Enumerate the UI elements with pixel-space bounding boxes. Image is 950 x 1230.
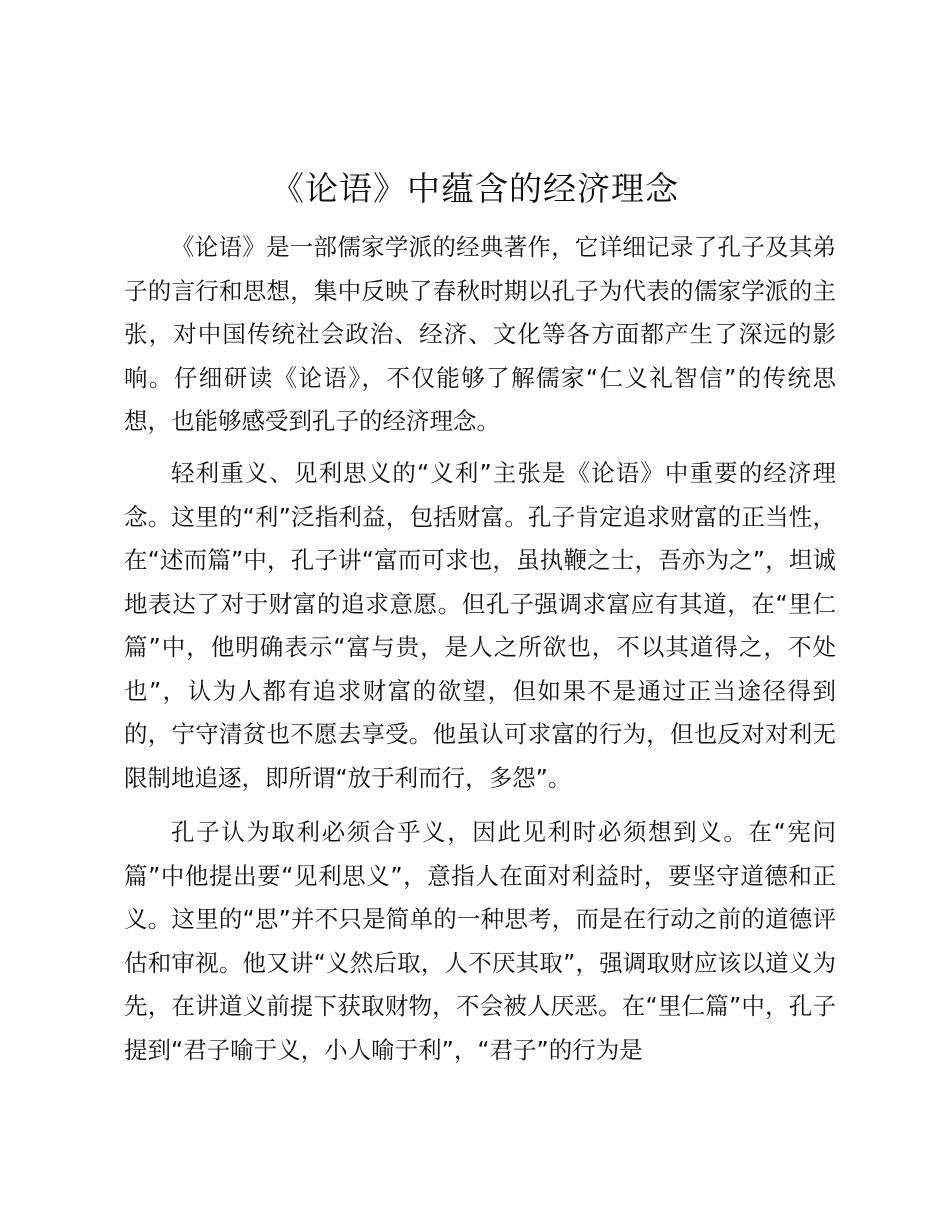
- paragraph-2: 轻利重义、见利思义的“义利”主张是《论语》中重要的经济理念。这里的“利”泛指利益，包括财富。孔子肯定追求财富的正当性，在“述而篇”中，孔子讲“富而可求也，虽执鞭之士，吾亦为之”，坦诚地表达了对于财富的追求意愿。但孔子强调求富应有其道，在“里仁篇”中，他明确表示“富与贵，是人之所欲也，不以其道得之，不处也”，认为人都有追求财富的欲望，但如果不是通过正当途径得到的，宁守清贫也不愿去享受。他虽认可求富的行为，但也反对对利无限制地追逐，即所谓“放于利而行，多怨”。: [124, 459, 836, 792]
- paragraph-3-block: [124, 811, 836, 1072]
- paragraph-1-block: [124, 226, 836, 444]
- paragraph-2-block: [124, 452, 836, 800]
- paragraph-1: 《论语》是一部儒家学派的经典著作，它详细记录了孔子及其弟子的言行和思想，集中反映了春秋时期以孔子为代表的儒家学派的主张，对中国传统社会政治、经济、文化等各方面都产生了深远的影响。仔细研读《论语》，不仅能够了解儒家“仁义礼智信”的传统思想，也能够感受到孔子的经济理念。: [124, 233, 836, 435]
- page-title: 《论语》中蕴含的经济理念: [271, 169, 679, 208]
- paragraph-3: 孔子认为取利必须合乎义，因此见利时必须想到义。在“宪问篇”中他提出要“见利思义”，意指人在面对利益时，要坚守道德和正义。这里的“思”并不只是简单的一种思考，而是在行动之前的道德评估和审视。他又讲“义然后取，人不厌其取”，强调取财应该以道义为先，在讲道义前提下获取财物，不会被人厌恶。在“里仁篇”中，孔子提到“君子喻于义，小人喻于利”，“君子”的行为是: [124, 818, 836, 1064]
